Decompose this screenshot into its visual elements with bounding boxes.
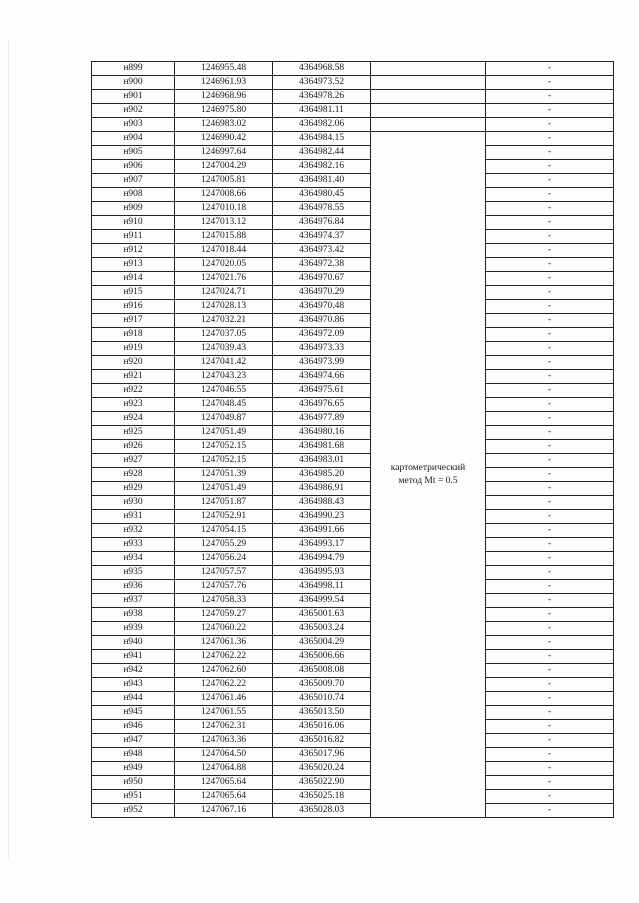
- dash-cell: -: [486, 174, 614, 188]
- method-label-line2: метод Mt = 0.5: [398, 475, 458, 486]
- point-name-cell: н909: [92, 202, 175, 216]
- point-name-cell: н905: [92, 146, 175, 160]
- dash-cell: -: [486, 132, 614, 146]
- point-name-cell: н939: [92, 622, 175, 636]
- x-coordinate-cell: 1247063.36: [175, 734, 273, 748]
- point-name-cell: н906: [92, 160, 175, 174]
- method-cell-empty: [371, 104, 486, 118]
- point-name-cell: н901: [92, 90, 175, 104]
- y-coordinate-cell: 4365013.50: [273, 706, 371, 720]
- table-row: [92, 790, 614, 804]
- dash-cell: -: [486, 342, 614, 356]
- y-coordinate-cell: 4364982.16: [273, 160, 371, 174]
- dash-cell: -: [486, 440, 614, 454]
- dash-cell: -: [486, 398, 614, 412]
- y-coordinate-cell: 4365003.24: [273, 622, 371, 636]
- point-name-cell: н950: [92, 776, 175, 790]
- point-name-cell: н926: [92, 440, 175, 454]
- y-coordinate-cell: 4365008.08: [273, 664, 371, 678]
- point-name-cell: н937: [92, 594, 175, 608]
- x-coordinate-cell: 1247039.43: [175, 342, 273, 356]
- table-row: [92, 440, 614, 454]
- x-coordinate-cell: 1247067.16: [175, 804, 273, 818]
- x-coordinate-cell: 1247032.21: [175, 314, 273, 328]
- y-coordinate-cell: 4364977.89: [273, 412, 371, 426]
- y-coordinate-cell: 4364984.15: [273, 132, 371, 146]
- dash-cell: -: [486, 720, 614, 734]
- point-name-cell: н951: [92, 790, 175, 804]
- point-name-cell: н921: [92, 370, 175, 384]
- x-coordinate-cell: 1247052.15: [175, 440, 273, 454]
- y-coordinate-cell: 4364986.91: [273, 482, 371, 496]
- point-name-cell: н947: [92, 734, 175, 748]
- dash-cell: -: [486, 748, 614, 762]
- table-row: [92, 468, 614, 482]
- table-row: [92, 104, 614, 118]
- x-coordinate-cell: 1247021.76: [175, 272, 273, 286]
- dash-cell: -: [486, 594, 614, 608]
- table-row: [92, 132, 614, 146]
- table-row: [92, 482, 614, 496]
- table-row: [92, 552, 614, 566]
- y-coordinate-cell: 4365010.74: [273, 692, 371, 706]
- x-coordinate-cell: 1246961.93: [175, 76, 273, 90]
- x-coordinate-cell: 1247062.22: [175, 650, 273, 664]
- y-coordinate-cell: 4364994.79: [273, 552, 371, 566]
- point-name-cell: н914: [92, 272, 175, 286]
- x-coordinate-cell: 1247037.05: [175, 328, 273, 342]
- y-coordinate-cell: 4364970.29: [273, 286, 371, 300]
- point-name-cell: н934: [92, 552, 175, 566]
- dash-cell: -: [486, 328, 614, 342]
- table-row: [92, 412, 614, 426]
- x-coordinate-cell: 1247046.55: [175, 384, 273, 398]
- table-row: [92, 594, 614, 608]
- x-coordinate-cell: 1247054.15: [175, 524, 273, 538]
- point-name-cell: н911: [92, 230, 175, 244]
- dash-cell: -: [486, 552, 614, 566]
- y-coordinate-cell: 4364988.43: [273, 496, 371, 510]
- point-name-cell: н944: [92, 692, 175, 706]
- point-name-cell: н949: [92, 762, 175, 776]
- dash-cell: -: [486, 314, 614, 328]
- point-name-cell: н917: [92, 314, 175, 328]
- table-row: [92, 524, 614, 538]
- dash-cell: -: [486, 468, 614, 482]
- table-row: [92, 566, 614, 580]
- dash-cell: -: [486, 356, 614, 370]
- table-row: [92, 538, 614, 552]
- x-coordinate-cell: 1247018.44: [175, 244, 273, 258]
- point-name-cell: н940: [92, 636, 175, 650]
- dash-cell: -: [486, 188, 614, 202]
- point-name-cell: н932: [92, 524, 175, 538]
- x-coordinate-cell: 1247064.88: [175, 762, 273, 776]
- point-name-cell: н930: [92, 496, 175, 510]
- y-coordinate-cell: 4364970.67: [273, 272, 371, 286]
- coordinates-table: [91, 61, 614, 818]
- x-coordinate-cell: 1247008.66: [175, 188, 273, 202]
- y-coordinate-cell: 4364973.99: [273, 356, 371, 370]
- dash-cell: -: [486, 244, 614, 258]
- table-row: [92, 678, 614, 692]
- table-row: [92, 258, 614, 272]
- point-name-cell: н952: [92, 804, 175, 818]
- table-row: [92, 230, 614, 244]
- table-row: [92, 300, 614, 314]
- x-coordinate-cell: 1247061.36: [175, 636, 273, 650]
- y-coordinate-cell: 4365028.03: [273, 804, 371, 818]
- point-name-cell: н931: [92, 510, 175, 524]
- y-coordinate-cell: 4364991.66: [273, 524, 371, 538]
- y-coordinate-cell: 4364981.68: [273, 440, 371, 454]
- dash-cell: -: [486, 678, 614, 692]
- table-row: [92, 776, 614, 790]
- x-coordinate-cell: 1247065.64: [175, 776, 273, 790]
- x-coordinate-cell: 1247049.87: [175, 412, 273, 426]
- point-name-cell: н918: [92, 328, 175, 342]
- point-name-cell: н933: [92, 538, 175, 552]
- y-coordinate-cell: 4365004.29: [273, 636, 371, 650]
- method-cell-empty: [371, 62, 486, 76]
- y-coordinate-cell: 4364976.65: [273, 398, 371, 412]
- point-name-cell: н927: [92, 454, 175, 468]
- y-coordinate-cell: 4364990.23: [273, 510, 371, 524]
- table-row: [92, 720, 614, 734]
- table-row: [92, 454, 614, 468]
- point-name-cell: н902: [92, 104, 175, 118]
- y-coordinate-cell: 4365006.66: [273, 650, 371, 664]
- dash-cell: -: [486, 636, 614, 650]
- dash-cell: -: [486, 734, 614, 748]
- table-row: [92, 174, 614, 188]
- dash-cell: -: [486, 146, 614, 160]
- dash-cell: -: [486, 496, 614, 510]
- point-name-cell: н941: [92, 650, 175, 664]
- dash-cell: -: [486, 608, 614, 622]
- point-name-cell: н915: [92, 286, 175, 300]
- y-coordinate-cell: 4364970.86: [273, 314, 371, 328]
- dash-cell: -: [486, 454, 614, 468]
- y-coordinate-cell: 4364981.40: [273, 174, 371, 188]
- x-coordinate-cell: 1247057.57: [175, 566, 273, 580]
- x-coordinate-cell: 1247013.12: [175, 216, 273, 230]
- point-name-cell: н942: [92, 664, 175, 678]
- point-name-cell: н920: [92, 356, 175, 370]
- table-row: [92, 426, 614, 440]
- dash-cell: -: [486, 230, 614, 244]
- dash-cell: -: [486, 790, 614, 804]
- dash-cell: -: [486, 776, 614, 790]
- table-row: [92, 216, 614, 230]
- dash-cell: -: [486, 664, 614, 678]
- x-coordinate-cell: 1247062.60: [175, 664, 273, 678]
- dash-cell: -: [486, 482, 614, 496]
- point-name-cell: н929: [92, 482, 175, 496]
- table-row: [92, 146, 614, 160]
- x-coordinate-cell: 1247051.49: [175, 482, 273, 496]
- x-coordinate-cell: 1247020.05: [175, 258, 273, 272]
- x-coordinate-cell: 1247059.27: [175, 608, 273, 622]
- table-row: [92, 118, 614, 132]
- table-row: [92, 76, 614, 90]
- dash-cell: -: [486, 706, 614, 720]
- table-row: [92, 510, 614, 524]
- x-coordinate-cell: 1247024.71: [175, 286, 273, 300]
- dash-cell: -: [486, 216, 614, 230]
- point-name-cell: н912: [92, 244, 175, 258]
- scan-edge: [8, 40, 9, 860]
- x-coordinate-cell: 1246968.96: [175, 90, 273, 104]
- dash-cell: -: [486, 510, 614, 524]
- dash-cell: -: [486, 650, 614, 664]
- point-name-cell: н899: [92, 62, 175, 76]
- y-coordinate-cell: 4365017.96: [273, 748, 371, 762]
- y-coordinate-cell: 4364975.61: [273, 384, 371, 398]
- x-coordinate-cell: 1247052.15: [175, 454, 273, 468]
- y-coordinate-cell: 4365009.70: [273, 678, 371, 692]
- dash-cell: -: [486, 286, 614, 300]
- x-coordinate-cell: 1247065.64: [175, 790, 273, 804]
- x-coordinate-cell: 1247064.50: [175, 748, 273, 762]
- point-name-cell: н910: [92, 216, 175, 230]
- y-coordinate-cell: 4364968.58: [273, 62, 371, 76]
- method-cell-empty: [371, 118, 486, 132]
- y-coordinate-cell: 4364983.01: [273, 454, 371, 468]
- x-coordinate-cell: 1246997.64: [175, 146, 273, 160]
- dash-cell: -: [486, 580, 614, 594]
- y-coordinate-cell: 4364998.11: [273, 580, 371, 594]
- dash-cell: -: [486, 524, 614, 538]
- y-coordinate-cell: 4364978.26: [273, 90, 371, 104]
- x-coordinate-cell: 1247043.23: [175, 370, 273, 384]
- y-coordinate-cell: 4365022.90: [273, 776, 371, 790]
- dash-cell: -: [486, 412, 614, 426]
- point-name-cell: н919: [92, 342, 175, 356]
- point-name-cell: н900: [92, 76, 175, 90]
- y-coordinate-cell: 4364993.17: [273, 538, 371, 552]
- x-coordinate-cell: 1247028.13: [175, 300, 273, 314]
- y-coordinate-cell: 4364982.44: [273, 146, 371, 160]
- table-row: [92, 762, 614, 776]
- y-coordinate-cell: 4364972.09: [273, 328, 371, 342]
- y-coordinate-cell: 4364999.54: [273, 594, 371, 608]
- method-cell-empty: [371, 90, 486, 104]
- x-coordinate-cell: 1247061.46: [175, 692, 273, 706]
- table-row: [92, 160, 614, 174]
- y-coordinate-cell: 4365020.24: [273, 762, 371, 776]
- table-row: [92, 692, 614, 706]
- dash-cell: -: [486, 258, 614, 272]
- dash-cell: -: [486, 62, 614, 76]
- dash-cell: -: [486, 762, 614, 776]
- y-coordinate-cell: 4365016.06: [273, 720, 371, 734]
- dash-cell: -: [486, 90, 614, 104]
- table-row: [92, 608, 614, 622]
- y-coordinate-cell: 4364974.37: [273, 230, 371, 244]
- point-name-cell: н923: [92, 398, 175, 412]
- y-coordinate-cell: 4364978.55: [273, 202, 371, 216]
- point-name-cell: н946: [92, 720, 175, 734]
- dash-cell: -: [486, 202, 614, 216]
- point-name-cell: н948: [92, 748, 175, 762]
- point-name-cell: н945: [92, 706, 175, 720]
- dash-cell: -: [486, 272, 614, 286]
- x-coordinate-cell: 1247055.29: [175, 538, 273, 552]
- x-coordinate-cell: 1247051.49: [175, 426, 273, 440]
- y-coordinate-cell: 4364980.16: [273, 426, 371, 440]
- table-row: [92, 272, 614, 286]
- table-row: [92, 356, 614, 370]
- point-name-cell: н935: [92, 566, 175, 580]
- table-row: [92, 314, 614, 328]
- y-coordinate-cell: 4364970.48: [273, 300, 371, 314]
- x-coordinate-cell: 1247004.29: [175, 160, 273, 174]
- dash-cell: -: [486, 692, 614, 706]
- table-row: [92, 664, 614, 678]
- y-coordinate-cell: 4364976.84: [273, 216, 371, 230]
- y-coordinate-cell: 4364973.33: [273, 342, 371, 356]
- point-name-cell: н907: [92, 174, 175, 188]
- x-coordinate-cell: 1246990.42: [175, 132, 273, 146]
- dash-cell: -: [486, 538, 614, 552]
- y-coordinate-cell: 4364974.66: [273, 370, 371, 384]
- dash-cell: -: [486, 804, 614, 818]
- table-row: [92, 398, 614, 412]
- dash-cell: -: [486, 370, 614, 384]
- y-coordinate-cell: 4364982.06: [273, 118, 371, 132]
- x-coordinate-cell: 1247061.55: [175, 706, 273, 720]
- dash-cell: -: [486, 104, 614, 118]
- point-name-cell: н922: [92, 384, 175, 398]
- point-name-cell: н925: [92, 426, 175, 440]
- table-row: [92, 62, 614, 76]
- dash-cell: -: [486, 384, 614, 398]
- point-name-cell: н938: [92, 608, 175, 622]
- table-row: [92, 384, 614, 398]
- dash-cell: -: [486, 118, 614, 132]
- table-row: [92, 622, 614, 636]
- dash-cell: -: [486, 622, 614, 636]
- point-name-cell: н936: [92, 580, 175, 594]
- table-row: [92, 580, 614, 594]
- table-row: [92, 706, 614, 720]
- table-row: [92, 188, 614, 202]
- dash-cell: -: [486, 426, 614, 440]
- point-name-cell: н904: [92, 132, 175, 146]
- table-row: [92, 496, 614, 510]
- point-name-cell: н913: [92, 258, 175, 272]
- table-row: [92, 804, 614, 818]
- table-row: [92, 342, 614, 356]
- point-name-cell: н924: [92, 412, 175, 426]
- x-coordinate-cell: 1247052.91: [175, 510, 273, 524]
- x-coordinate-cell: 1247051.87: [175, 496, 273, 510]
- y-coordinate-cell: 4364985.20: [273, 468, 371, 482]
- point-name-cell: н908: [92, 188, 175, 202]
- dash-cell: -: [486, 566, 614, 580]
- x-coordinate-cell: 1247005.81: [175, 174, 273, 188]
- dash-cell: -: [486, 300, 614, 314]
- table-row: [92, 90, 614, 104]
- x-coordinate-cell: 1247060.22: [175, 622, 273, 636]
- x-coordinate-cell: 1246975.80: [175, 104, 273, 118]
- table-row: [92, 650, 614, 664]
- dash-cell: -: [486, 160, 614, 174]
- table-row: [92, 328, 614, 342]
- y-coordinate-cell: 4364981.11: [273, 104, 371, 118]
- x-coordinate-cell: 1247048.45: [175, 398, 273, 412]
- y-coordinate-cell: 4364980.45: [273, 188, 371, 202]
- x-coordinate-cell: 1247010.18: [175, 202, 273, 216]
- y-coordinate-cell: 4365016.82: [273, 734, 371, 748]
- x-coordinate-cell: 1247051.39: [175, 468, 273, 482]
- y-coordinate-cell: 4364973.42: [273, 244, 371, 258]
- table-row: [92, 244, 614, 258]
- method-cell-empty: [371, 76, 486, 90]
- y-coordinate-cell: 4365001.63: [273, 608, 371, 622]
- x-coordinate-cell: 1246955.48: [175, 62, 273, 76]
- table-row: [92, 202, 614, 216]
- x-coordinate-cell: 1246983.02: [175, 118, 273, 132]
- table-row: [92, 286, 614, 300]
- point-name-cell: н943: [92, 678, 175, 692]
- table-row: [92, 734, 614, 748]
- x-coordinate-cell: 1247062.22: [175, 678, 273, 692]
- x-coordinate-cell: 1247058.33: [175, 594, 273, 608]
- x-coordinate-cell: 1247056.24: [175, 552, 273, 566]
- x-coordinate-cell: 1247041.42: [175, 356, 273, 370]
- x-coordinate-cell: 1247015.88: [175, 230, 273, 244]
- method-cell: [371, 132, 486, 818]
- coordinates-table-body: [92, 62, 614, 818]
- x-coordinate-cell: 1247062.31: [175, 720, 273, 734]
- point-name-cell: н928: [92, 468, 175, 482]
- y-coordinate-cell: 4365025.18: [273, 790, 371, 804]
- y-coordinate-cell: 4364972.38: [273, 258, 371, 272]
- x-coordinate-cell: 1247057.76: [175, 580, 273, 594]
- point-name-cell: н916: [92, 300, 175, 314]
- method-label-line1: картометрический: [390, 462, 466, 473]
- y-coordinate-cell: 4364973.52: [273, 76, 371, 90]
- table-row: [92, 636, 614, 650]
- point-name-cell: н903: [92, 118, 175, 132]
- y-coordinate-cell: 4364995.93: [273, 566, 371, 580]
- table-row: [92, 370, 614, 384]
- table-row: [92, 748, 614, 762]
- dash-cell: -: [486, 76, 614, 90]
